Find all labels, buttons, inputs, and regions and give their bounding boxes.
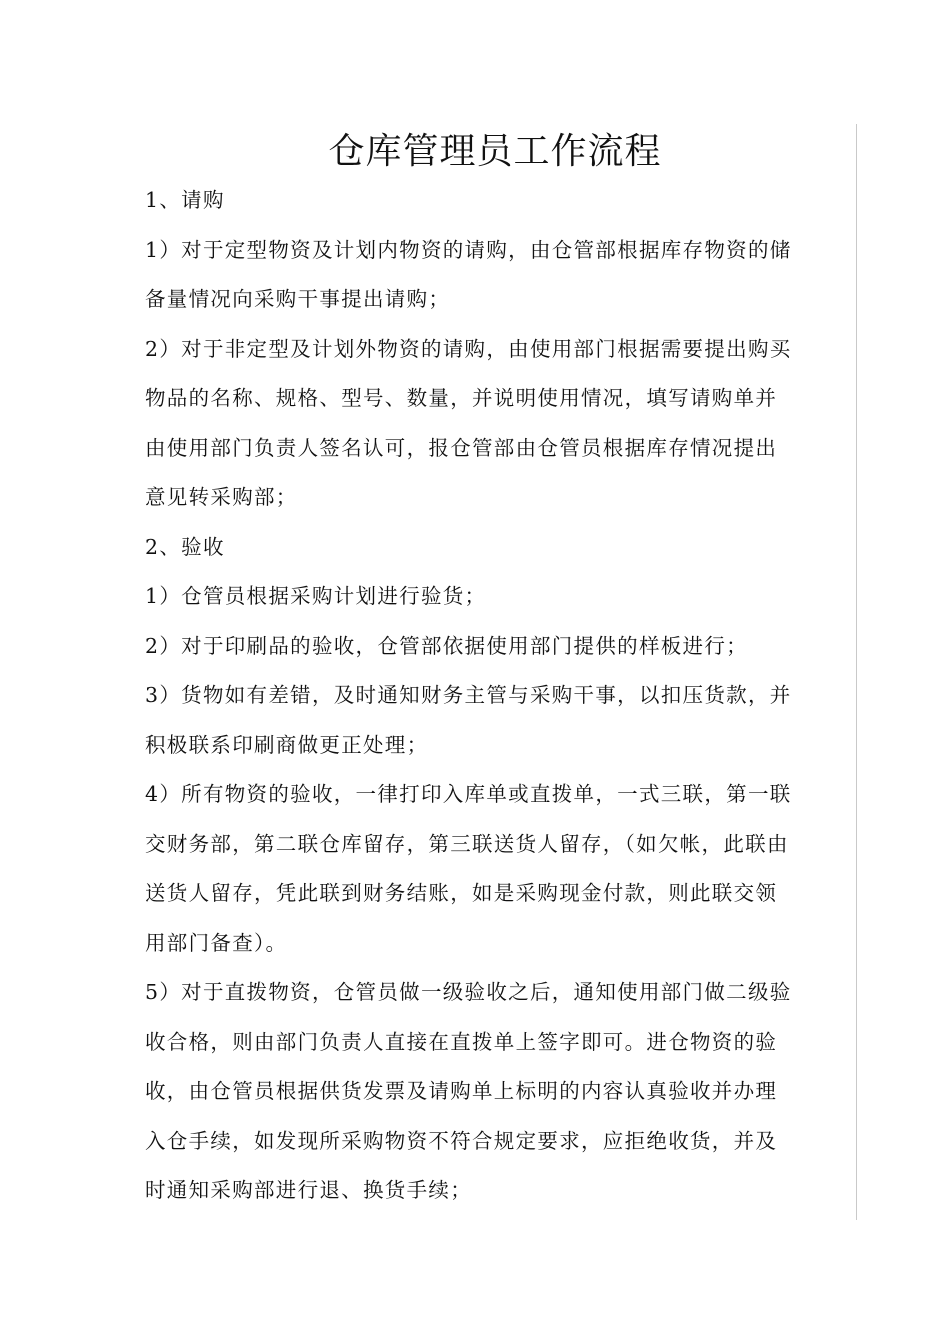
paragraph-line: 3）货物如有差错，及时通知财务主管与采购干事，以扣压货款，并 <box>145 683 792 707</box>
paragraph-line: 由使用部门负责人签名认可，报仓管部由仓管员根据库存情况提出 <box>145 435 778 460</box>
paragraph-line: 1）对于定型物资及计划内物资的请购，由仓管部根据库存物资的储 <box>145 237 792 262</box>
paragraph-line: 4）所有物资的验收，一律打印入库单或直拨单，一式三联，第一联 <box>145 782 792 806</box>
section-heading-requisition: 1、请购 <box>145 188 225 212</box>
paragraph-line: 收，由仓管员根据供货发票及请购单上标明的内容认真验收并办理 <box>145 1079 778 1103</box>
paragraph-line: 交财务部，第二联仓库留存，第三联送货人留存，（如欠帐，此联由 <box>145 831 789 856</box>
paragraph-line: 入仓手续，如发现所采购物资不符合规定要求，应拒绝收货，并及 <box>145 1128 778 1153</box>
page-edge-rule <box>856 124 857 1220</box>
paragraph-line: 积极联系印刷商做更正处理； <box>145 732 429 757</box>
paragraph-line: 送货人留存，凭此联到财务结账，如是采购现金付款，则此联交领 <box>145 881 778 905</box>
document-title: 仓库管理员工作流程 <box>328 131 662 172</box>
paragraph-line: 收合格，则由部门负责人直接在直拨单上签字即可。进仓物资的验 <box>145 1029 778 1054</box>
paragraph-line: 2）对于非定型及计划外物资的请购，由使用部门根据需要提出购买 <box>145 336 792 361</box>
paragraph-line: 2）对于印刷品的验收，仓管部依据使用部门提供的样板进行； <box>145 633 748 658</box>
paragraph-line: 物品的名称、规格、型号、数量，并说明使用情况，填写请购单并 <box>145 386 778 410</box>
section-heading-acceptance: 2、验收 <box>145 534 225 559</box>
paragraph-line: 备量情况向采购干事提出请购； <box>145 287 451 311</box>
paragraph-line: 意见转采购部； <box>145 485 298 509</box>
document-body <box>145 176 810 1216</box>
paragraph-line: 5）对于直拨物资，仓管员做一级验收之后，通知使用部门做二级验 <box>145 980 792 1004</box>
paragraph-line: 1）仓管员根据采购计划进行验货； <box>145 584 487 608</box>
paragraph-line: 用部门备查）。 <box>145 930 288 955</box>
paragraph-line: 时通知采购部进行退、换货手续； <box>145 1178 472 1202</box>
